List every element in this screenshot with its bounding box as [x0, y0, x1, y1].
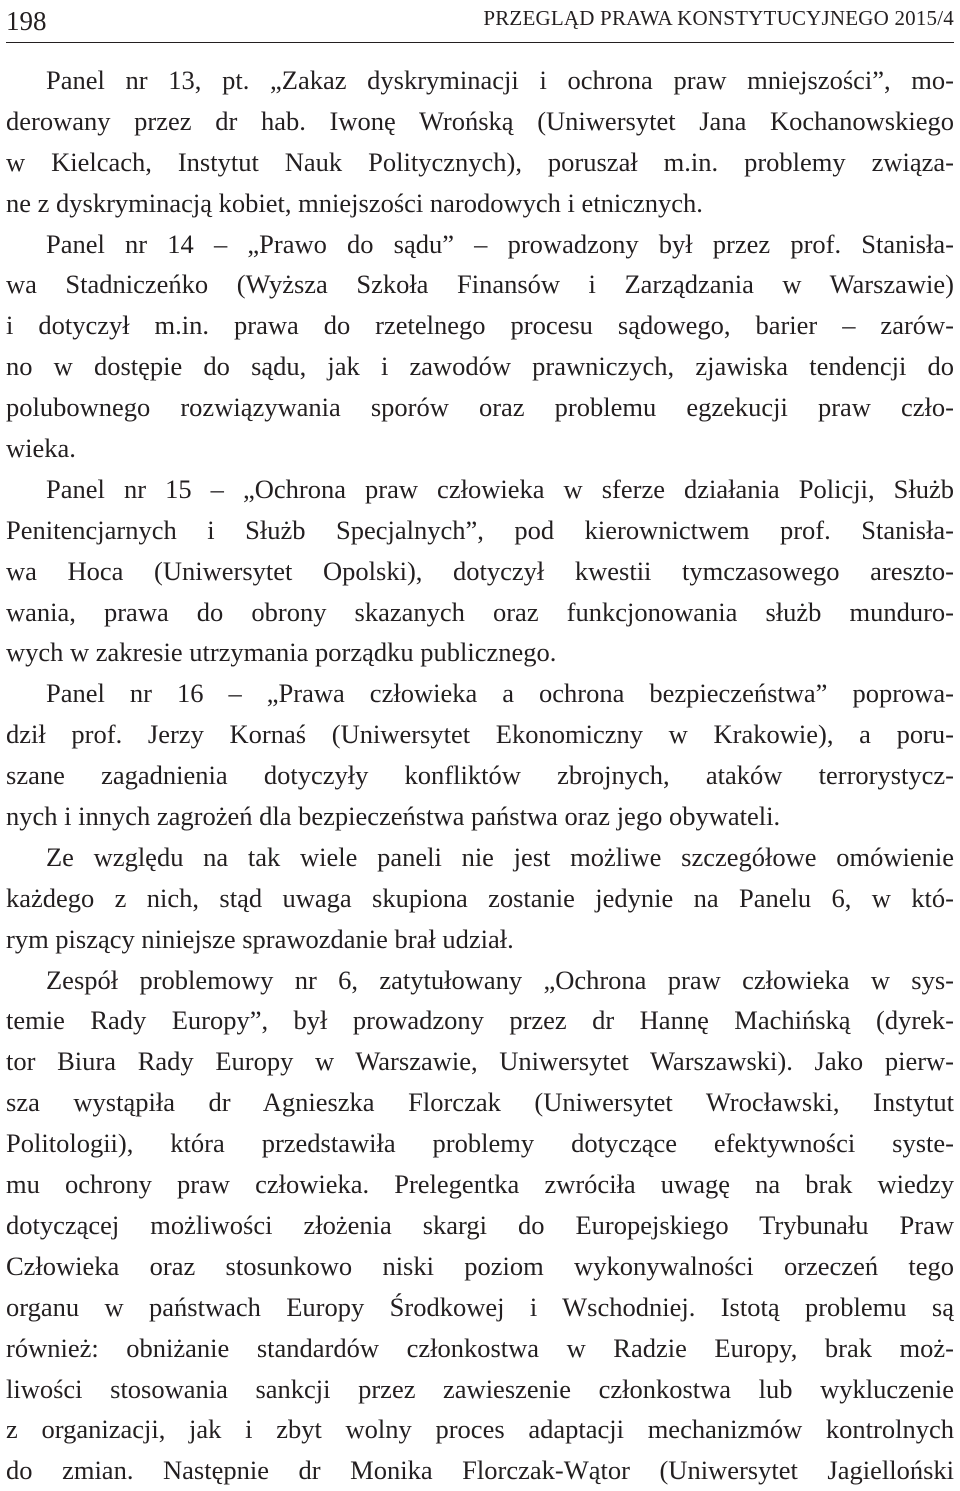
- text-line: dził prof. Jerzy Kornaś (Uniwersytet Ekonomiczny w Krakowie), a poru-: [6, 719, 954, 750]
- text-line: no w dostępie do sądu, jak i zawodów prawniczych, zjawiska tendencji do: [6, 351, 954, 382]
- text-line: Penitencjarnych i Służb Specjalnych”, pod kierownictwem prof. Stanisła-: [6, 514, 954, 545]
- text-line: Panel nr 14 – „Prawo do sądu” – prowadzony był przez prof. Stanisła-: [46, 228, 954, 259]
- running-header: [6, 0, 954, 43]
- text-line: Zespół problemowy nr 6, zatytułowany „Ochrona praw człowieka w sys-: [46, 964, 954, 995]
- text-line: tor Biura Rady Europy w Warszawie, Uniwersytet Warszawski). Jako pierw-: [6, 1046, 954, 1077]
- text-line: każdego z nich, stąd uwaga skupiona zostanie jedynie na Panelu 6, w któ-: [6, 882, 954, 913]
- text-line: wa Hoca (Uniwersytet Opolski), dotyczył kwestii tymczasowego areszto-: [6, 555, 954, 586]
- text-line: w Kielcach, Instytut Nauk Politycznych), poruszał m.in. problemy związa-: [6, 146, 954, 177]
- text-line: organu w państwach Europy Środkowej i Wschodniej. Istotą problemu są: [6, 1291, 954, 1322]
- text-line: wych w zakresie utrzymania porządku publicznego.: [6, 637, 557, 668]
- text-line: i dotyczył m.in. prawa do rzetelnego procesu sądowego, barier – zarów-: [6, 310, 954, 341]
- text-line: Panel nr 13, pt. „Zakaz dyskryminacji i ochrona praw mniejszości”, mo-: [46, 65, 954, 95]
- text-line: derowany przez dr hab. Iwonę Wrońską (Uniwersytet Jana Kochanowskiego: [6, 105, 954, 136]
- text-line: wa Stadniczeńko (Wyższa Szkoła Finansów i Zarządzania w Warszawie): [6, 269, 954, 300]
- text-line: mu ochrony praw człowieka. Prelegentka zwróciła uwagę na brak wiedzy: [6, 1169, 954, 1200]
- text-line: liwości stosowania sankcji przez zawieszenie członkostwa lub wykluczenie: [6, 1373, 954, 1404]
- text-line: wieka.: [6, 433, 76, 464]
- text-line: szane zagadnienia dotyczyły konfliktów zbrojnych, ataków terrorystycz-: [6, 760, 954, 791]
- text-line: Panel nr 16 – „Prawa człowieka a ochrona bezpieczeństwa” poprowa-: [46, 678, 954, 709]
- text-line: z organizacji, jak i zbyt wolny proces adaptacji mechanizmów kontrolnych: [6, 1414, 954, 1445]
- text-line: rym piszący niniejsze sprawozdanie brał udział.: [6, 923, 514, 954]
- page-number: 198: [6, 6, 47, 36]
- text-line: nych i innych zagrożeń dla bezpieczeństwa państwa oraz jego obywateli.: [6, 801, 781, 832]
- text-line: do zmian. Następnie dr Monika Florczak-Wątor (Uniwersytet Jagielloński: [6, 1455, 954, 1486]
- body-text: [6, 60, 954, 1491]
- journal-title: PRZEGLĄD PRAWA KONSTYTUCYJNEGO 2015/4: [483, 6, 954, 30]
- text-line: Politologii), która przedstawiła problemy dotyczące efektywności syste-: [6, 1128, 954, 1159]
- text-line: ne z dyskryminacją kobiet, mniejszości narodowych i etnicznych.: [6, 187, 703, 218]
- text-line: sza wystąpiła dr Agnieszka Florczak (Uniwersytet Wrocławski, Instytut: [6, 1087, 954, 1118]
- text-line: Człowieka oraz stosunkowo niski poziom wykonywalności orzeczeń tego: [6, 1250, 954, 1281]
- text-line: Ze względu na tak wiele paneli nie jest możliwe szczegółowe omówienie: [46, 841, 954, 872]
- text-line: wania, prawa do obrony skazanych oraz funkcjonowania służb munduro-: [6, 596, 954, 627]
- text-line: również: obniżanie standardów członkostwa w Radzie Europy, brak moż-: [6, 1332, 954, 1363]
- text-line: polubownego rozwiązywania sporów oraz problemu egzekucji praw czło-: [6, 392, 954, 423]
- text-line: dotyczącej możliwości złożenia skargi do Europejskiego Trybunału Praw: [6, 1209, 954, 1240]
- text-line: Panel nr 15 – „Ochrona praw człowieka w sferze działania Policji, Służb: [46, 473, 954, 504]
- text-line: temie Rady Europy”, był prowadzony przez dr Hannę Machińską (dyrek-: [6, 1005, 954, 1036]
